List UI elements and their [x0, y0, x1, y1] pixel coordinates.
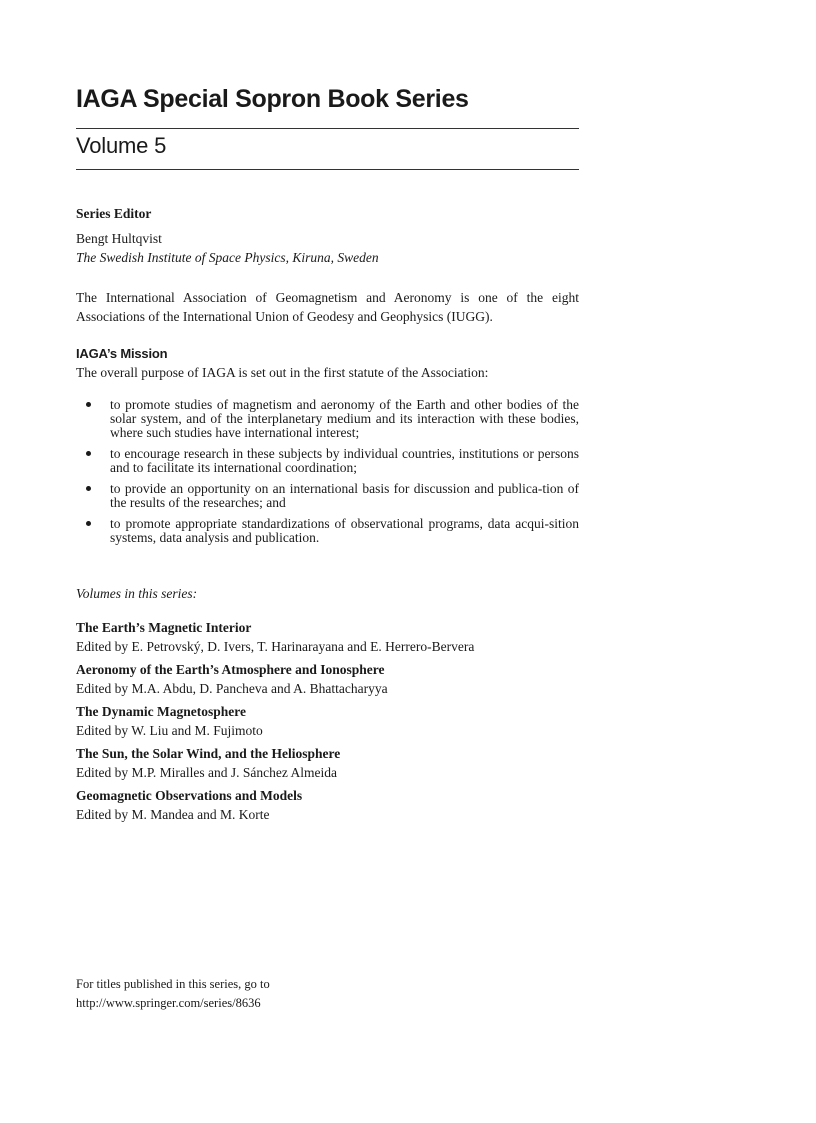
title-rule-top: [76, 128, 579, 129]
volume-item: [76, 660, 579, 698]
list-item: to promote studies of magnetism and aeronomy of the Earth and other bodies of the solar system, and of the interplanetary medium and its interaction with these bodies, where such studies have international interest;: [76, 398, 579, 440]
volumes-list: [76, 584, 579, 828]
volume-item: [76, 702, 579, 740]
footer-text: For titles published in this series, go to: [76, 977, 270, 991]
volume-title: The Earth’s Magnetic Interior: [76, 620, 252, 635]
list-item: to provide an opportunity on an international basis for discussion and publica-tion of the results of the researches; and: [76, 482, 579, 510]
volume-editors: Edited by W. Liu and M. Fujimoto: [76, 723, 263, 738]
volume-item: [76, 786, 579, 824]
series-title: IAGA Special Sopron Book Series: [76, 85, 469, 113]
volume-editors: Edited by M.A. Abdu, D. Pancheva and A. Bhattacharyya: [76, 681, 388, 696]
volume-title: The Dynamic Magnetosphere: [76, 704, 246, 719]
series-editor-block: [76, 204, 379, 267]
intro-paragraph: The International Association of Geomagnetism and Aeronomy is one of the eight Associations of the International Union of Geodesy and Geophysics (IUGG).: [76, 290, 579, 324]
mission-text: The overall purpose of IAGA is set out in the first statute of the Association:: [76, 365, 489, 380]
volume-title: Aeronomy of the Earth’s Atmosphere and Ionosphere: [76, 662, 385, 677]
bullet-icon: [86, 451, 91, 456]
mission-block: [76, 344, 579, 382]
editor-name: Bengt Hultqvist: [76, 231, 162, 246]
mission-heading: IAGA’s Mission: [76, 346, 168, 361]
bullet-icon: [86, 402, 91, 407]
series-url-link[interactable]: http://www.springer.com/series/8636: [76, 996, 261, 1010]
footer-note: [76, 975, 270, 1013]
volume-title: Geomagnetic Observations and Models: [76, 788, 303, 803]
volume-editors: Edited by M. Mandea and M. Korte: [76, 807, 270, 822]
volume-editors: Edited by M.P. Miralles and J. Sánchez Almeida: [76, 765, 337, 780]
bullet-icon: [86, 486, 91, 491]
volumes-heading: Volumes in this series:: [76, 586, 198, 601]
editor-affiliation: The Swedish Institute of Space Physics, Kiruna, Sweden: [76, 250, 379, 265]
volume-item: [76, 618, 579, 656]
list-item: to promote appropriate standardizations of observational programs, data acqui-sition systems, data analysis and publication.: [76, 517, 579, 545]
bullet-icon: [86, 521, 91, 526]
volume-item: [76, 744, 579, 782]
volume-title: The Sun, the Solar Wind, and the Heliosphere: [76, 746, 341, 761]
list-item: to encourage research in these subjects by individual countries, institutions or persons and to facilitate its international coordination;: [76, 447, 579, 475]
volume-label: Volume 5: [76, 133, 167, 158]
title-rule-bottom: [76, 169, 579, 170]
mission-bullet-list: [76, 398, 579, 552]
series-editor-heading: Series Editor: [76, 206, 152, 221]
volume-editors: Edited by E. Petrovský, D. Ivers, T. Harinarayana and E. Herrero-Bervera: [76, 639, 475, 654]
